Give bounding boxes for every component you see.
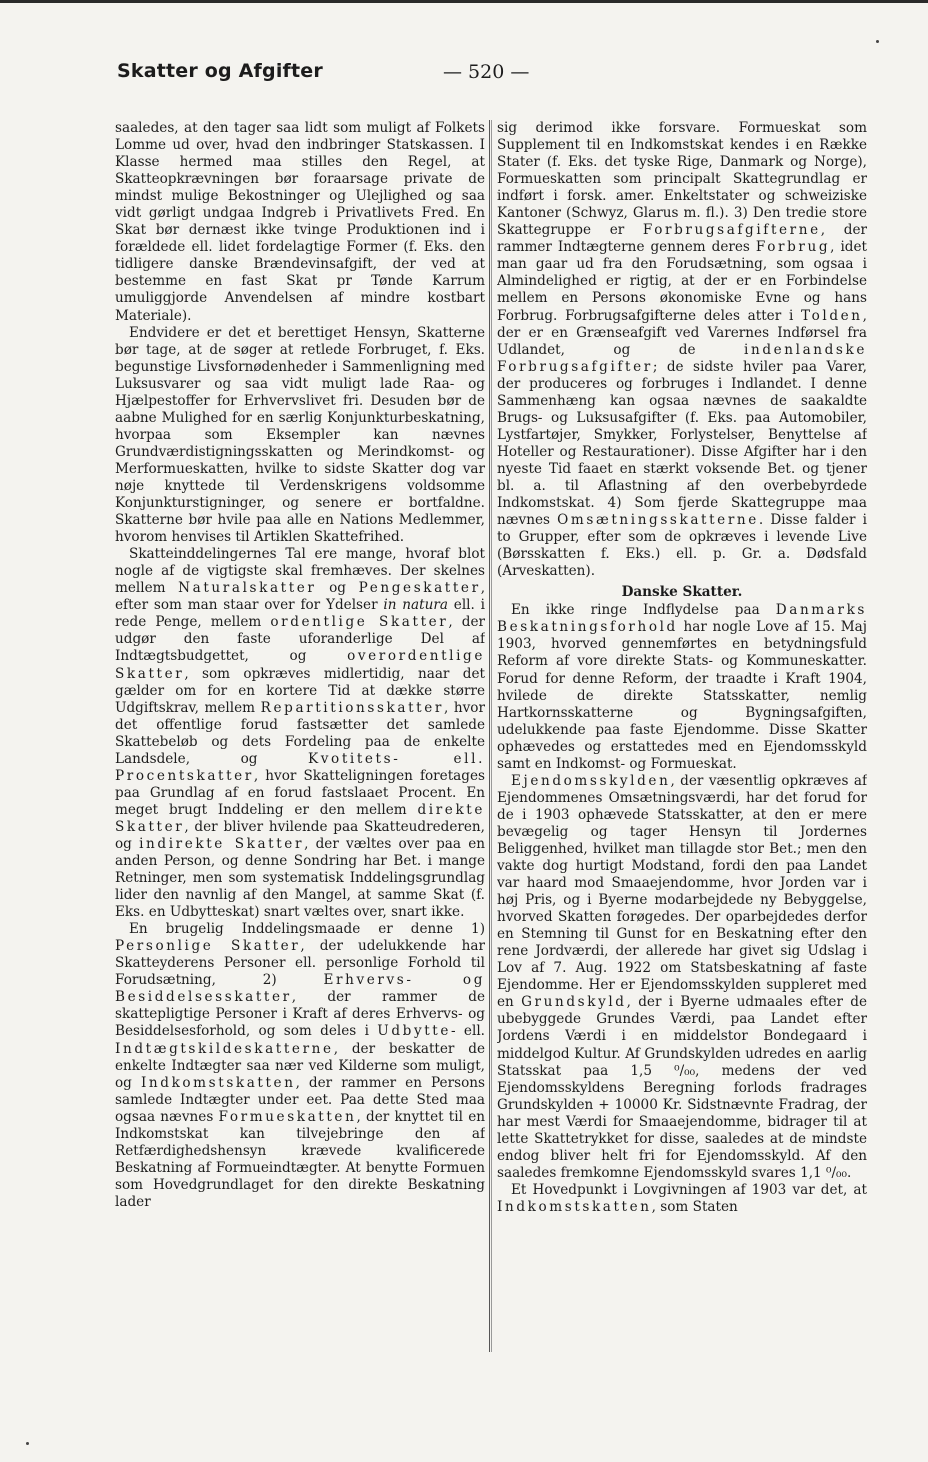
spaced-term: Forbrug <box>755 239 831 256</box>
text-run: - ell. <box>451 1023 485 1040</box>
italic-term: in natura <box>383 597 448 614</box>
spaced-term: Indkomstskatten <box>497 1198 652 1215</box>
spaced-term: direkte Skatter <box>115 801 485 835</box>
page-number: — 520 — <box>443 61 530 83</box>
print-speck <box>876 40 879 43</box>
text-run: . Disse falder i to Grupper, efter som de opkræves i levende Live (Børsskatten f. Eks.) ell. p. Gr. a. Dødsfald (Arveskatten). <box>497 512 867 580</box>
text-run: , idet man gaar ud fra den Forudsætning, som ogsaa i Almindelighed er rigtig, at der er en Forbindelse mellem en Persons økonomiske Evne og hans Forbrug. Forbrugsafgifterne deles atter i <box>497 239 867 324</box>
spaced-term: Danmarks Beskatningsforhold <box>497 602 867 636</box>
spaced-term: Indtægtskildeskatterne <box>115 1040 334 1057</box>
paragraph <box>497 1182 867 1216</box>
spaced-term: Erhvervs- og Besiddelsesskatter <box>115 972 485 1006</box>
text-run: , der udgør den faste uforanderlige Del af Indtægtsbudgettet, og <box>115 614 485 665</box>
paragraph <box>497 120 867 580</box>
spaced-term: Pengeskatter <box>358 580 481 597</box>
text-run: ell. i rede Penge, mellem <box>115 597 485 631</box>
text-run: En brugelig Inddelingsmaade er denne 1) <box>129 921 485 938</box>
running-title: Skatter og Afgifter <box>117 60 323 82</box>
text-run: , der væltes over paa en anden Person, og denne Sondring har Bet. i mange Retninger, men som systematisk Inddelingsgrundlag lider den navnlig af den Mangel, at samme Skat (f. Eks. en Udbytteskat) snart væltes over, snart ikke. <box>115 835 485 921</box>
spaced-term: Formueskatten <box>218 1108 357 1125</box>
text-run: , der væsentlig opkræves af Ejendommenes Omsætningsværdi, har det forud for de i 1903 ophævede Statsskatter, at den er mere bevægelig og tager Hensyn til Jordernes Beliggenhed, hvilket man tillagde stor Bet.; men den vakte dog hurtigt Modstand, fordi den paa Landet var haard mod Smaaejendomme, hvor Jorden var i høj Pris, og i Byerne modarbejdede ny Bebyggelse, hvorved Skatten forøgedes. Der oparbejdedes derfor en Stemning til Gunst for en Beskatning efter den rene Jordværdi, der allerede har givet sig Udslag i Lov af 7. Aug. 1922 om Statsbeskatning af faste Ejendomme. Her er Ejendomsskylden suppleret med en <box>497 772 867 1011</box>
text-run: , som opkræves midlertidig, naar det gælder om for en kortere Tid at dække større Udgiftskrav, mellem <box>115 665 485 716</box>
paragraph <box>497 773 867 1182</box>
column-divider <box>489 120 490 1352</box>
paragraph <box>115 921 485 1211</box>
section-heading: Danske Skatter. <box>621 584 743 601</box>
spaced-term: Grundskyld <box>521 994 627 1011</box>
text-run: har nogle Love af 15. Maj 1903, hvorved gennemførtes en betydningsfuld Reform af vore direkte Stats- og Kommuneskatter. Forud for denne Reform, der traadte i Kraft 1904, hvilede de direkte Statsskatter, nemlig Hartkornsskatterne og Bygningsafgiften, udelukkende paa faste Ejendomme. Disse Skatter ophævedes og erstattedes med en Ejendomsskyld samt en Indkomst- og Formueskat. <box>497 619 867 772</box>
text-run: , der beskatter de enkelte Indtægter saa nær ved Kilderne som muligt, og <box>115 1040 485 1091</box>
text-run: Et Hovedpunkt i Lovgivningen af 1903 var det, at <box>511 1181 867 1198</box>
print-speck <box>26 1442 29 1445</box>
paragraph: saaledes, at den tager saa lidt som muligt af Folkets Lomme ud over, hvad den indbringer Statskassen. I Klasse hermed maa stilles den Regel, at Skatteopkrævningen bør foraarsage private de mindst mulige Bekostninger og Ulejlighed og saa vidt gørligt undgaa Indgreb i Privatlivets Fred. En Skat bør dernæst ikke tvinge Produktionen ind i forældede ell. lidet fordelagtige Former (f. Eks. den tidligere danske Brændevinsafgift, der ved at bestemme en fast Skat pr Tønde Karrum umuliggjorde Anvendelsen af mindre kostbart Materiale). <box>115 120 485 324</box>
spaced-term: Naturalskatter <box>178 580 317 597</box>
text-run: En ikke ringe Indflydelse paa <box>511 602 776 619</box>
text-run: , der udelukkende har Skatteyderens Personer ell. personlige Forhold til Forudsætning, 2) <box>115 938 485 989</box>
spaced-term: Indkomstskatten <box>140 1074 296 1091</box>
text-run: , der er en Grænseafgift ved Varernes Indførsel fra Udlandet, og de <box>497 307 867 358</box>
text-run: , der rammer en Persons samlede Indtægter under eet. Paa dette Sted maa ogsaa nævnes <box>115 1074 485 1125</box>
spaced-term: Ejendomsskylden <box>511 772 671 789</box>
page-header <box>117 60 897 92</box>
text-run: sig derimod ikke forsvare. Formueskat som Supplement til en Indkomstskat kendes i en Række Stater (f. Eks. det tyske Rige, Danmark og Norge), Formueskatten som principalt Skattegrundlag er indført i forsk. amer. Enkeltstater og schweiziske Kantoner (Schwyz, Glarus m. fl.). 3) Den tredie store Skattegruppe er <box>497 120 867 239</box>
spaced-term: Forbrugsafgifterne <box>642 222 821 239</box>
spaced-term: overordentlige Skatter <box>115 648 485 682</box>
paragraph <box>115 546 485 921</box>
text-run: , hvor Skatteligningen foretages paa Grundlag af en forud fastslaaet Procent. En meget brugt Inddeling er den mellem <box>115 767 485 818</box>
left-column <box>115 120 485 1360</box>
paragraph <box>497 602 867 772</box>
text-run: , som Staten <box>651 1198 738 1215</box>
text-run: , der knyttet til en Indkomstskat kan tilvejebringe den af Retfærdighedshensyn krævede kvalificerede Beskatning af Formueindtægter. At benytte Formuen som Hovedgrundlaget for den direkte Beskatning lader <box>115 1108 485 1210</box>
text-run: , efter som man staar over for Ydelser <box>115 580 485 614</box>
spaced-term: indenlandske Forbrugsafgifter <box>497 341 867 375</box>
text-run: , der i Byerne udmaales efter de ubebyggede Grundes Værdi, paa Landet efter Jordens Værdi i en middelstor Bondegaard i middelgod Kultur. Af Grundskylden udredes en aarlig Statsskat paa 1,5 ⁰/₀₀, medens der ved Ejendomsskyldens Beregning forlods fradrages Grundskylden + 10000 Kr. Sidstnævnte Fradrag, der har mest Værdi for Smaaejendomme, bidrager til at lette Skattetrykket for disse, saaledes at de mindste endog bliver helt fri for Ejendomsskyld. Af den saaledes fremkomne Ejendomsskyld svares 1,1 ⁰/₀₀. <box>497 994 867 1181</box>
spaced-term: Personlige Skatter <box>115 938 301 955</box>
spaced-term: Repartitionsskatter <box>260 699 444 716</box>
spaced-term: Kvotitets- ell. Procentskatter <box>115 750 485 784</box>
spaced-term: Omsætningsskatterne <box>557 512 759 529</box>
paragraph: Endvidere er det et berettiget Hensyn, Skatterne bør tage, at de søger at retlede Forbruget, f. Eks. begunstige Livsfornødenheder i Sammenligning med Luksusvarer og saa vidt muligt lade Raa- og Hjælpestoffer for Erhvervslivet fri. Desuden bør de aabne Mulighed for en særlig Konjunkturbeskatning, hvorpaa som Eksempler kan nævnes Grundværdistigningsskatten og Merindkomst- og Merformueskatten, hvilke to sidste Skatter dog var nøje knyttede til Verdenskrigens voldsomme Konjunkturstigninger, og senere er bortfaldne. Skatterne bør hvile paa alle en Nations Medlemmer, hvorom henvises til Artiklen Skattefrihed. <box>115 324 485 546</box>
text-run: ; de sidste hviler paa Varer, der produceres og forbruges i Indlandet. I denne Sammenhæng kan ogsaa nævnes de saakaldte Brugs- og Luksusafgifter (f. Eks. paa Automobiler, Lystfartøjer, Smykker, Forlystelser, Benyttelse af Hoteller og Restaurationer). Disse Afgifter har i den nyeste Tid faaet en stærkt voksende Bet. og tjener bl. a. til Aflastning af den overbebyrdede Indkomstskat. 4) Som fjerde Skattegruppe maa nævnes <box>497 358 867 529</box>
spaced-term: ordentlige Skatter <box>270 614 449 631</box>
right-column <box>497 120 867 1360</box>
text-run: Skatteinddelingernes Tal ere mange, hvoraf blot nogle af de vigtigste skal fremhæves. Der skelnes mellem <box>115 546 485 597</box>
text-run: , hvor det offentlige forud fastsætter det samlede Skattebeløb og dets Fordeling paa de enkelte Landsdele, og <box>115 699 485 767</box>
text-run: , der rammer de skattepligtige Personer i Kraft af deres Erhvervs- og Besiddelsesforhold, og som deles i <box>115 989 485 1040</box>
text-run: og <box>316 580 359 597</box>
column-divider-shadow <box>491 120 492 1352</box>
text-run: , der bliver hvilende paa Skatteudrederen, og <box>115 818 485 852</box>
spaced-term: Udbytte <box>377 1023 451 1040</box>
text-run: , der rammer Indtægterne gennem deres <box>497 222 867 256</box>
spaced-term: Tolden <box>801 307 863 324</box>
spaced-term: indirekte Skatter <box>139 835 305 852</box>
top-edge-rule <box>0 0 928 3</box>
